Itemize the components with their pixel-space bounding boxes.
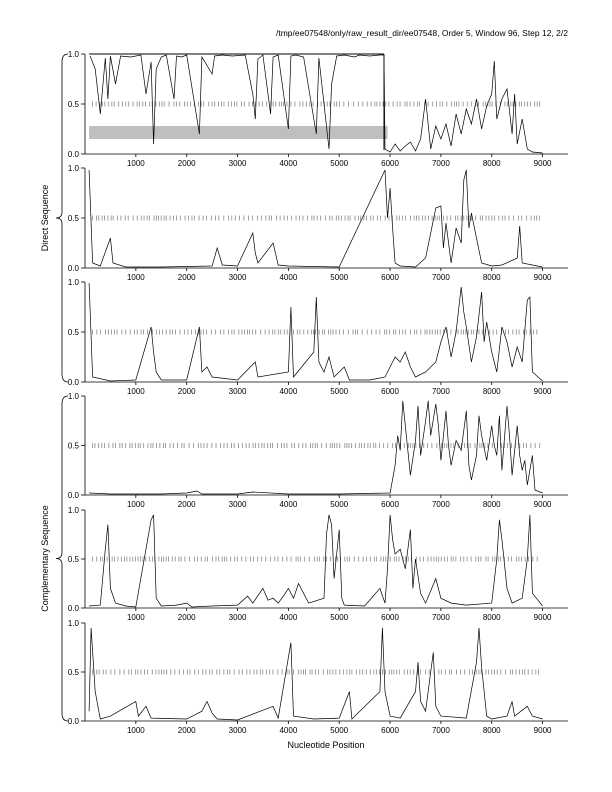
panel-4 xyxy=(68,392,568,509)
x-tick-label: 5000 xyxy=(330,387,349,396)
x-tick-label: 1000 xyxy=(126,500,145,509)
x-tick-label: 9000 xyxy=(533,273,552,282)
y-tick-label: 0.0 xyxy=(67,491,79,500)
y-tick-label: 1.0 xyxy=(67,392,79,401)
x-tick-label: 4000 xyxy=(279,273,298,282)
group-brackets xyxy=(40,54,68,721)
x-tick-label: 5000 xyxy=(330,273,349,282)
y-tick-label: 0.0 xyxy=(67,378,79,387)
x-tick-label: 8000 xyxy=(482,273,501,282)
x-tick-label: 7000 xyxy=(431,726,450,735)
y-tick-label: 0.5 xyxy=(67,441,79,451)
x-tick-label: 6000 xyxy=(381,613,399,622)
y-tick-label: 1.0 xyxy=(67,50,79,59)
x-tick-label: 8000 xyxy=(482,500,501,509)
panel-6 xyxy=(68,619,568,735)
x-tick-label: 4000 xyxy=(279,159,298,168)
x-tick-label: 9000 xyxy=(533,387,552,396)
x-tick-label: 2000 xyxy=(177,613,196,622)
x-tick-label: 3000 xyxy=(228,613,247,622)
y-tick-label: 0.0 xyxy=(67,264,79,273)
series-line xyxy=(89,515,542,607)
x-tick-label: 6000 xyxy=(381,159,399,168)
x-tick-label: 5000 xyxy=(330,500,349,509)
x-tick-label: 2000 xyxy=(177,273,196,282)
x-tick-label: 2000 xyxy=(177,387,196,396)
x-tick-label: 8000 xyxy=(482,159,501,168)
x-tick-label: 6000 xyxy=(381,726,399,735)
x-tick-label: 3000 xyxy=(228,273,247,282)
y-tick-label: 0.5 xyxy=(67,214,79,223)
x-tick-label: 5000 xyxy=(330,613,349,622)
x-tick-label: 3000 xyxy=(228,387,247,396)
x-tick-label: 1000 xyxy=(126,726,145,735)
panel-2 xyxy=(68,164,568,282)
x-tick-label: 7000 xyxy=(431,613,450,622)
x-tick-label: 7000 xyxy=(431,159,450,168)
figure-header: /tmp/ee07548/only/raw_result_dir/ee07548, Order 5, Window 96, Step 12, 2/2 xyxy=(275,28,568,38)
x-tick-label: 9000 xyxy=(533,500,552,509)
y-tick-label: 0.0 xyxy=(67,604,79,613)
y-tick-label: 1.0 xyxy=(67,619,79,628)
y-tick-label: 1.0 xyxy=(67,506,79,515)
x-tick-label: 2000 xyxy=(177,159,196,168)
group-label: Complementary Sequence xyxy=(40,505,50,612)
x-tick-label: 8000 xyxy=(482,613,501,622)
x-tick-label: 1000 xyxy=(126,159,145,168)
x-tick-label: 5000 xyxy=(330,159,349,168)
x-tick-label: 4000 xyxy=(279,387,298,396)
x-tick-label: 3000 xyxy=(228,500,247,509)
group-bracket xyxy=(56,396,68,721)
y-tick-label: 1.0 xyxy=(67,164,79,173)
panel-3 xyxy=(68,278,568,396)
x-tick-label: 4000 xyxy=(279,500,298,509)
x-tick-label: 1000 xyxy=(126,613,145,622)
x-tick-label: 1000 xyxy=(126,273,145,282)
y-tick-label: 0.5 xyxy=(67,328,79,337)
x-tick-label: 9000 xyxy=(533,159,552,168)
x-tick-label: 1000 xyxy=(126,387,145,396)
highlight-band xyxy=(89,126,387,139)
panels-group xyxy=(68,50,568,735)
x-tick-label: 7000 xyxy=(431,500,450,509)
x-tick-label: 5000 xyxy=(330,726,349,735)
x-tick-label: 7000 xyxy=(431,273,450,282)
y-tick-label: 0.5 xyxy=(67,100,79,109)
y-tick-label: 0.5 xyxy=(67,555,79,564)
x-tick-label: 9000 xyxy=(533,613,552,622)
x-tick-label: 4000 xyxy=(279,613,298,622)
x-tick-label: 9000 xyxy=(533,726,552,735)
x-tick-label: 7000 xyxy=(431,387,450,396)
x-tick-label: 6000 xyxy=(381,387,399,396)
group-label: Direct Sequence xyxy=(40,184,50,252)
x-tick-label: 8000 xyxy=(482,726,501,735)
y-tick-label: 0.0 xyxy=(67,717,79,726)
x-tick-label: 2000 xyxy=(177,500,196,509)
panel-1 xyxy=(68,50,568,168)
y-tick-label: 0.0 xyxy=(67,150,79,159)
x-tick-label: 3000 xyxy=(228,726,247,735)
panel-5 xyxy=(68,506,568,622)
x-tick-label: 6000 xyxy=(381,273,399,282)
x-tick-label: 3000 xyxy=(228,159,247,168)
y-tick-label: 1.0 xyxy=(67,278,79,287)
x-tick-label: 2000 xyxy=(177,726,196,735)
x-tick-label: 4000 xyxy=(279,726,298,735)
x-axis-label: Nucleotide Position xyxy=(287,740,365,750)
series-line xyxy=(89,401,542,494)
series-line xyxy=(89,170,542,267)
group-bracket xyxy=(56,54,68,382)
x-tick-label: 6000 xyxy=(381,500,399,509)
y-tick-label: 0.5 xyxy=(67,668,79,677)
x-tick-label: 8000 xyxy=(482,387,501,396)
